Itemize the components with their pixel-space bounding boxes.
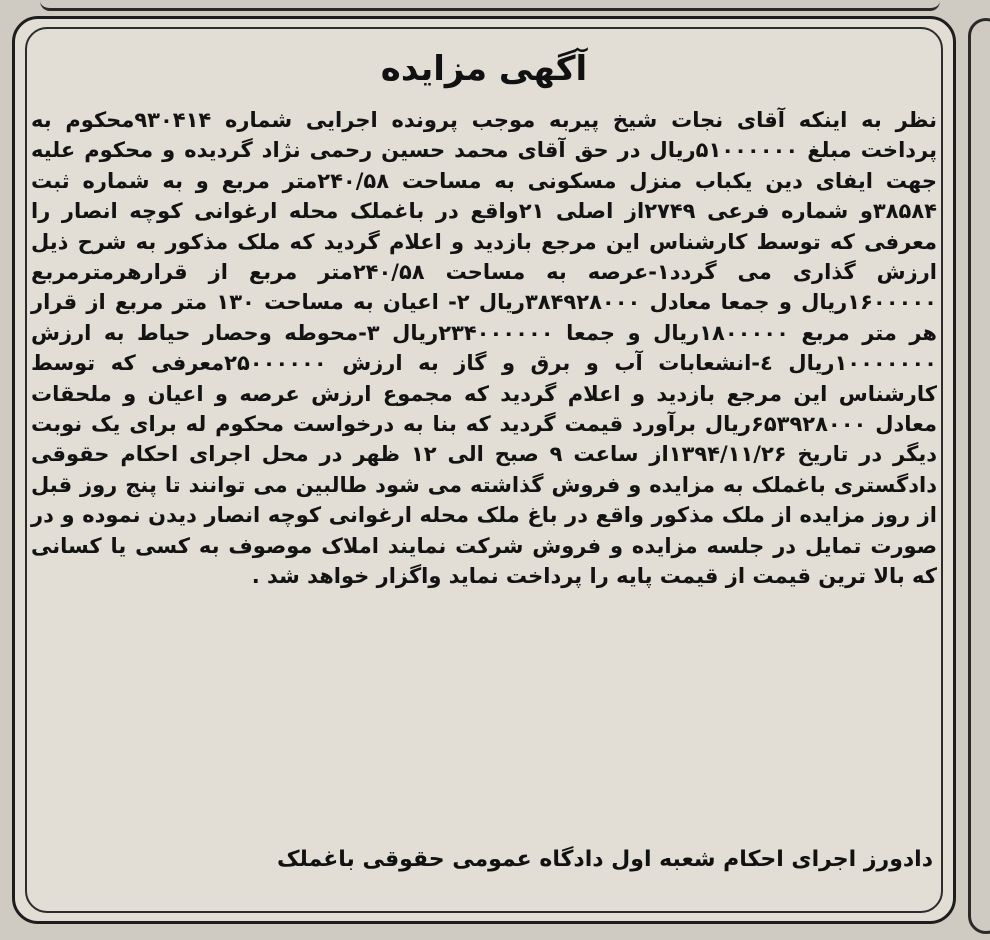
adjacent-notice-border-right: [968, 18, 990, 934]
notice-signature: دادورز اجرای احکام شعبه اول دادگاه عمومی حقوقی باغملک: [276, 847, 933, 872]
adjacent-notice-border-top: [40, 0, 940, 11]
notice-body: نظر به اینکه آقای نجات شیخ پیربه موجب پرونده اجرایی شماره ۹۳۰۴۱۴محکوم به پرداخت مبلغ ۵۱۰۰۰۰۰۰ریال در حق آقای محمد حسین رحمی نژاد گردیده و محکوم علیه جهت ایفای دین یکباب منزل مسکونی به مساحت ۲۴۰/۵۸متر مربع و به شماره ثبت ۳۸۵۸۴و شماره فرعی ۲۷۴۹از اصلی ۲۱واقع در باغملک محله ارغوانی کوچه انصار را معرفی که توسط کارشناس این مرجع بازدید و اعلام گردید که ملک مذکور به شرح ذیل ارزش گذاری می گردد۱-عرصه به مساحت ۲۴۰/۵۸متر مربع از قرارهرمترمربع ۱۶۰۰۰۰۰ریال و جمعا معادل ۳۸۴۹۲۸۰۰۰ریال ۲- اعیان به مساحت ۱۳۰ متر مربع از قرار هر متر مربع ۱۸۰۰۰۰۰ریال و جمعا ۲۳۴۰۰۰۰۰۰ریال ۳-محوطه وحصار حیاط به ارزش ۱۰۰۰۰۰۰۰ریال ٤-انشعابات آب و برق و گاز به ارزش ۲۵۰۰۰۰۰۰معرفی که توسط کارشناس این مرجع بازدید و اعلام گردید که مجموع ارزش عرصه و اعیان و ملحقات معادل ۶۵۳۹۲۸۰۰۰ریال برآورد قیمت گردید که بنا به درخواست محکوم له برای یک نوبت دیگر در تاریخ ۱۳۹۴/۱۱/۲۶از ساعت ۹ صبح الی ۱۲ ظهر در محل اجرای احکام حقوقی دادگستری باغملک به مزایده و فروش گذاشته می شود طالبین می توانند تا پنج روز قبل از روز مزایده از ملک مذکور واقع در باغ ملک محله ارغوانی کوچه انصار دیدن نموده و در صورت تمایل در جلسه مزایده و فروش شرکت نمایند املاک موصوف به کسی یا کسانی که بالا ترین قیمت از قیمت پایه را پرداخت نماید واگزار خواهد شد .: [31, 108, 938, 589]
auction-notice-box: [12, 16, 956, 924]
notice-title: آگهی مزایده: [380, 49, 588, 89]
